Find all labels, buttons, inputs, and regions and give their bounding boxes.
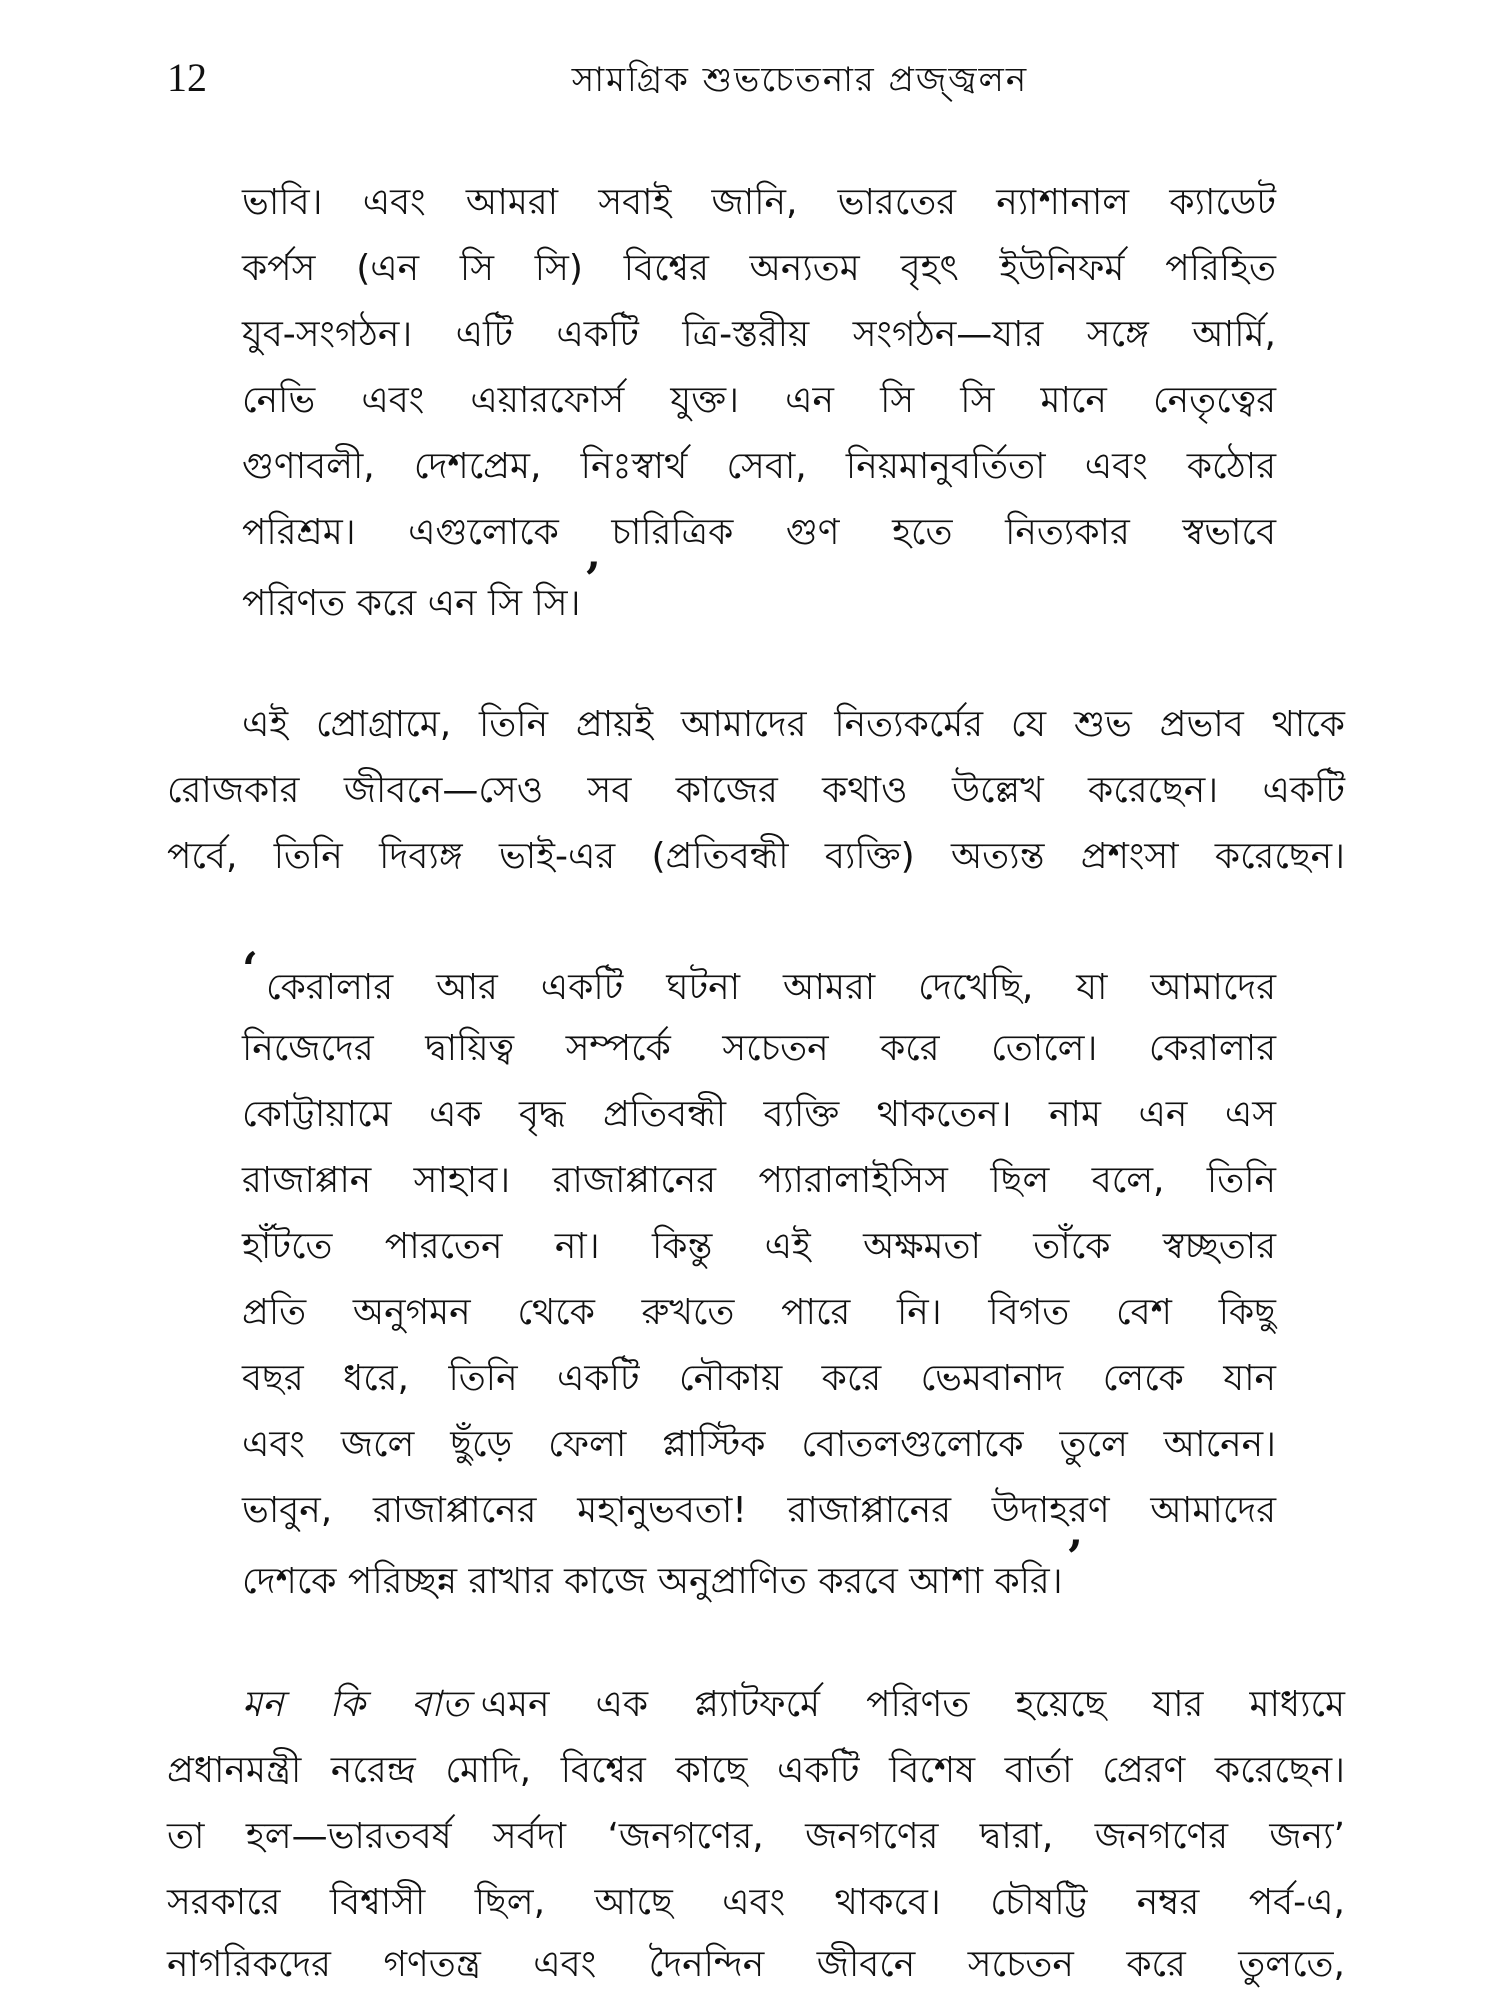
text-line-content: পরিণত করে এন সি সি। [242,583,581,624]
closing-quote-mark: ’ [1066,1530,1083,1584]
text-line: ভাবুন, রাজাপ্পানের মহানুভবতা! রাজাপ্পানের উদাহরণ আমাদের [242,1490,1276,1531]
text-line: এবং জলে ছুঁড়ে ফেলা প্লাস্টিক বোতলগুলোকে তুলে আনেন। [242,1424,1276,1465]
running-head: সামগ্রিক শুভচেতনার প্রজ্জ্বলন [571,60,1029,100]
text-line-content: দেশকে পরিচ্ছন্ন রাখার কাজে অনুপ্রাণিত করবে আশা করি। [242,1561,1063,1602]
text-line: প্রধানমন্ত্রী নরেন্দ্র মোদি, বিশ্বের কাছে একটি বিশেষ বার্তা প্রেরণ করেছেন। [167,1750,1345,1791]
text-line: পর্বে, তিনি দিব্যঙ্গ ভাই-এর (প্রতিবন্ধী ব্যক্তি) অত্যন্ত প্রশংসা করেছেন। [167,836,1345,877]
text-line: প্রতি অনুগমন থেকে রুখতে পারে নি। বিগত বেশ কিছু [242,1292,1276,1333]
text-line [242,942,1276,1016]
text-line: কোট্টায়ামে এক বৃদ্ধ প্রতিবন্ধী ব্যক্তি থাকতেন। নাম এন এস [242,1094,1276,1135]
text-line: নিজেদের দ্বায়িত্ব সম্পর্কে সচেতন করে তোলে। কেরালার [242,1028,1276,1069]
closing-quote-mark: ’ [584,552,601,606]
text-line: বছর ধরে, তিনি একটি নৌকায় করে ভেমবানাদ লেকে যান [242,1358,1276,1399]
text-line: রোজকার জীবনে—সেও সব কাজের কথাও উল্লেখ করেছেন। একটি [167,770,1345,811]
text-line: তা হল—ভারতবর্ষ সর্বদা ‘জনগণের, জনগণের দ্বারা, জনগণের জন্য’ [167,1816,1345,1857]
opening-quote-mark: ‘ [242,942,259,996]
text-line: নাগরিকদের গণতন্ত্র এবং দৈনন্দিন জীবনে সচেতন করে তুলতে, [167,1944,1345,1985]
text-line: গুণাবলী, দেশপ্রেম, নিঃস্বার্থ সেবা, নিয়মানুবর্তিতা এবং কঠোর [242,446,1276,487]
text-line [242,552,1276,632]
text-line: কর্পস (এন সি সি) বিশ্বের অন্যতম বৃহৎ ইউনিফর্ম পরিহিত [242,248,1276,289]
text-line: হাঁটতে পারতেন না। কিন্তু এই অক্ষমতা তাঁকে স্বচ্ছতার [242,1226,1276,1267]
page-number: 12 [167,55,207,100]
text-line: নেভি এবং এয়ারফোর্স যুক্ত। এন সি সি মানে নেতৃত্বের [242,380,1276,421]
text-line: সরকারে বিশ্বাসী ছিল, আছে এবং থাকবে। চৌষট্টি নম্বর পর্ব-এ, [167,1882,1345,1923]
text-line-content: এমন এক প্ল্যাটফর্মে পরিণত হয়েছে যার মাধ্যমে [480,1684,1345,1725]
text-line: এই প্রোগ্রামে, তিনি প্রায়ই আমাদের নিত্যকর্মের যে শুভ প্রভাব থাকে [242,704,1345,745]
text-line: ভাবি। এবং আমরা সবাই জানি, ভারতের ন্যাশানাল ক্যাডেট [242,182,1276,223]
program-title: মন কি বাত [242,1684,469,1725]
text-line: যুব-সংগঠন। এটি একটি ত্রি-স্তরীয় সংগঠন—যার সঙ্গে আর্মি, [242,314,1276,355]
text-line [242,1672,1345,1738]
text-line: রাজাপ্পান সাহাব। রাজাপ্পানের প্যারালাইসিস ছিল বলে, তিনি [242,1160,1276,1201]
text-line [242,1530,1276,1610]
text-line: পরিশ্রম। এগুলোকে চারিত্রিক গুণ হতে নিত্যকার স্বভাবে [242,512,1276,553]
text-line-content: কেরালার আর একটি ঘটনা আমরা দেখেছি, যা আমাদের [266,967,1276,1008]
